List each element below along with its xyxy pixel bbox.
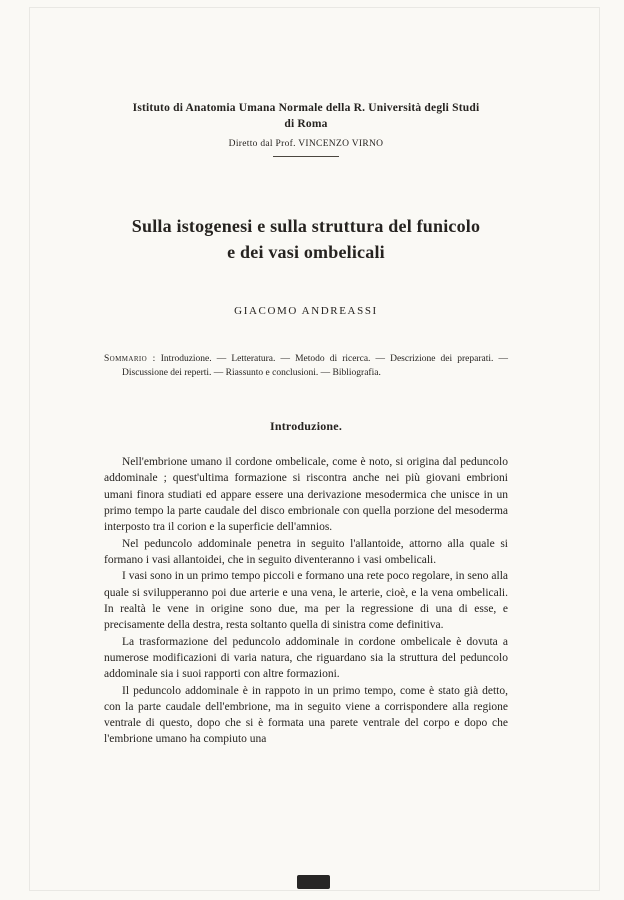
institute-heading [104,100,508,132]
body-paragraph-4: La trasformazione del peduncolo addominale in cordone ombelicale è dovuta a numerose modificazioni di varia natura, che riguardano sia la struttura del peduncolo addominale sia i suoi rapporti con altre formazioni. [104,635,508,681]
body-paragraph-1: Nell'embrione umano il cordone ombelicale, come è noto, si origina dal peduncolo addominale ; quest'ultima formazione si riscontra anche nei più giovani embrioni umani finora studiati ed appare essere una derivazione mesodermica che unisce in un primo tempo la parte caudale del disco embrionale con quella porzione del mesoderma interposto tra il corion e la superficie dell'amnios. [104,455,508,534]
body-paragraph-3: I vasi sono in un primo tempo piccoli e formano una rete poco regolare, in seno alla quale si svilupperanno poi due arterie e una vena, le arterie, cioè, e la vena ombelicali. In realtà le vene in origine sono due, ma per la regressione di una di esse, e precisamente della destra, resta soltanto quella di sinistra come definitiva. [104,570,508,632]
scan-ink-artifact [297,875,330,889]
institute-line-1: Istituto di Anatomia Umana Normale della R. Università degli Studi [132,102,480,114]
summary-label: Sommario : [104,354,156,365]
page-content [104,100,508,748]
institute-line-2: di Roma [284,118,328,131]
article-title-line-2: e dei vasi ombelicali [227,242,385,263]
director-line: Diretto dal Prof. VINCENZO VIRNO [228,139,384,150]
article-title [104,213,508,265]
author-name: GIACOMO ANDREASSI [234,305,378,318]
body-paragraphs [104,454,508,748]
section-heading-introduzione: Introduzione. [269,418,343,433]
summary-paragraph [104,353,508,381]
body-paragraph-5: Il peduncolo addominale è in rappoto in un primo tempo, come è stato già detto, con la parte caudale dell'embrione, ma in seguito viene a corrispondere alla regione ventrale di questo, dopo che si è formata una parete ventrale del corpo e dopo che l'embrione umano ha compiuto una [104,684,508,746]
summary-text: Introduzione. — Letteratura. — Metodo di ricerca. — Descrizione dei preparati. — Discussione dei reperti. — Riassunto e conclusioni. — Bibliografia. [122,354,508,379]
article-title-line-1: Sulla istogenesi e sulla struttura del funicolo [131,216,481,237]
director-rule [273,156,339,157]
body-paragraph-2: Nel peduncolo addominale penetra in seguito l'allantoide, attorno alla quale si formano i vasi allantoidei, che in seguito diventeranno i vasi ombelicali. [104,537,508,566]
